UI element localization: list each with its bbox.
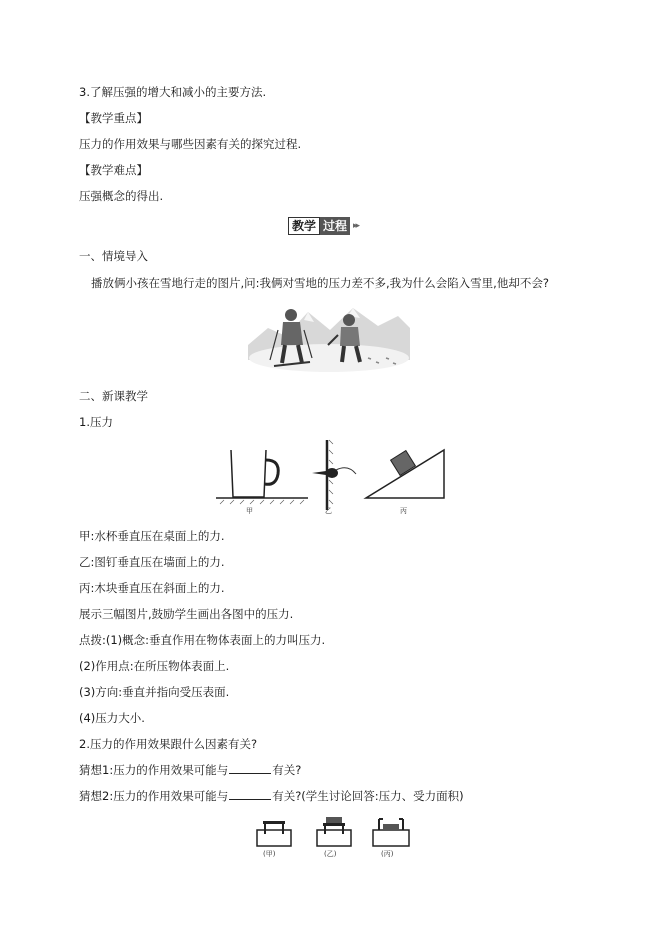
hypothesis-1-prefix: 猜想1:压力的作用效果可能与: [79, 763, 229, 777]
example-yi: 乙:图钉垂直压在墙面上的力.: [79, 555, 225, 569]
caption-bing: 丙: [400, 507, 407, 515]
banner-part2: 过程: [320, 217, 350, 235]
difficulty-text: 压强概念的得出.: [79, 189, 164, 203]
pressure-examples-figure: [216, 438, 446, 516]
foam-experiment-figure: [255, 812, 415, 848]
hypothesis-1-suffix: 有关?: [272, 763, 302, 777]
caption-jia: 甲: [246, 507, 253, 515]
section-new-lesson: 二、新课教学: [79, 389, 148, 403]
banner-arrows-icon: ▸▸: [353, 221, 359, 231]
hypothesis-2: [79, 788, 464, 804]
caption-fig2-yi: (乙): [324, 850, 337, 858]
snow-children-illustration: [248, 300, 410, 376]
point-concept: 点拨:(1)概念:垂直作用在物体表面上的力叫压力.: [79, 633, 326, 647]
caption-fig2-jia: (甲): [263, 850, 276, 858]
activity-text: 展示三幅图片,鼓励学生画出各图中的压力.: [79, 607, 294, 621]
point-magnitude: (4)压力大小.: [79, 711, 145, 725]
hypothesis-2-suffix: 有关?(学生讨论回答:压力、受力面积): [272, 789, 464, 803]
point-direction: (3)方向:垂直并指向受压表面.: [79, 685, 230, 699]
hypothesis-1: [79, 762, 301, 778]
objective-3: 3.了解压强的增大和减小的主要方法.: [79, 85, 267, 99]
intro-text: 播放俩小孩在雪地行走的图片,问:我俩对雪地的压力差不多,我为什么会陷入雪里,他却不会?: [91, 276, 549, 290]
point-action-point: (2)作用点:在所压物体表面上.: [79, 659, 230, 673]
teaching-process-banner: [288, 216, 358, 236]
heading-difficulty: 【教学难点】: [79, 163, 148, 177]
caption-yi: 乙: [325, 507, 332, 515]
hypothesis-2-prefix: 猜想2:压力的作用效果可能与: [79, 789, 229, 803]
example-bing: 丙:木块垂直压在斜面上的力.: [79, 581, 225, 595]
example-jia: 甲:水杯垂直压在桌面上的力.: [79, 529, 225, 543]
subsection-pressure: 1.压力: [79, 415, 113, 429]
caption-fig2-bing: (丙): [381, 850, 394, 858]
section-intro: 一、情境导入: [79, 249, 148, 263]
hypothesis-1-blank[interactable]: [229, 762, 271, 774]
banner-part1: 教学: [288, 217, 320, 235]
hypothesis-2-blank[interactable]: [229, 788, 271, 800]
key-point-text: 压力的作用效果与哪些因素有关的探究过程.: [79, 137, 302, 151]
subsection-factors: 2.压力的作用效果跟什么因素有关?: [79, 737, 258, 751]
heading-key-point: 【教学重点】: [79, 111, 148, 125]
